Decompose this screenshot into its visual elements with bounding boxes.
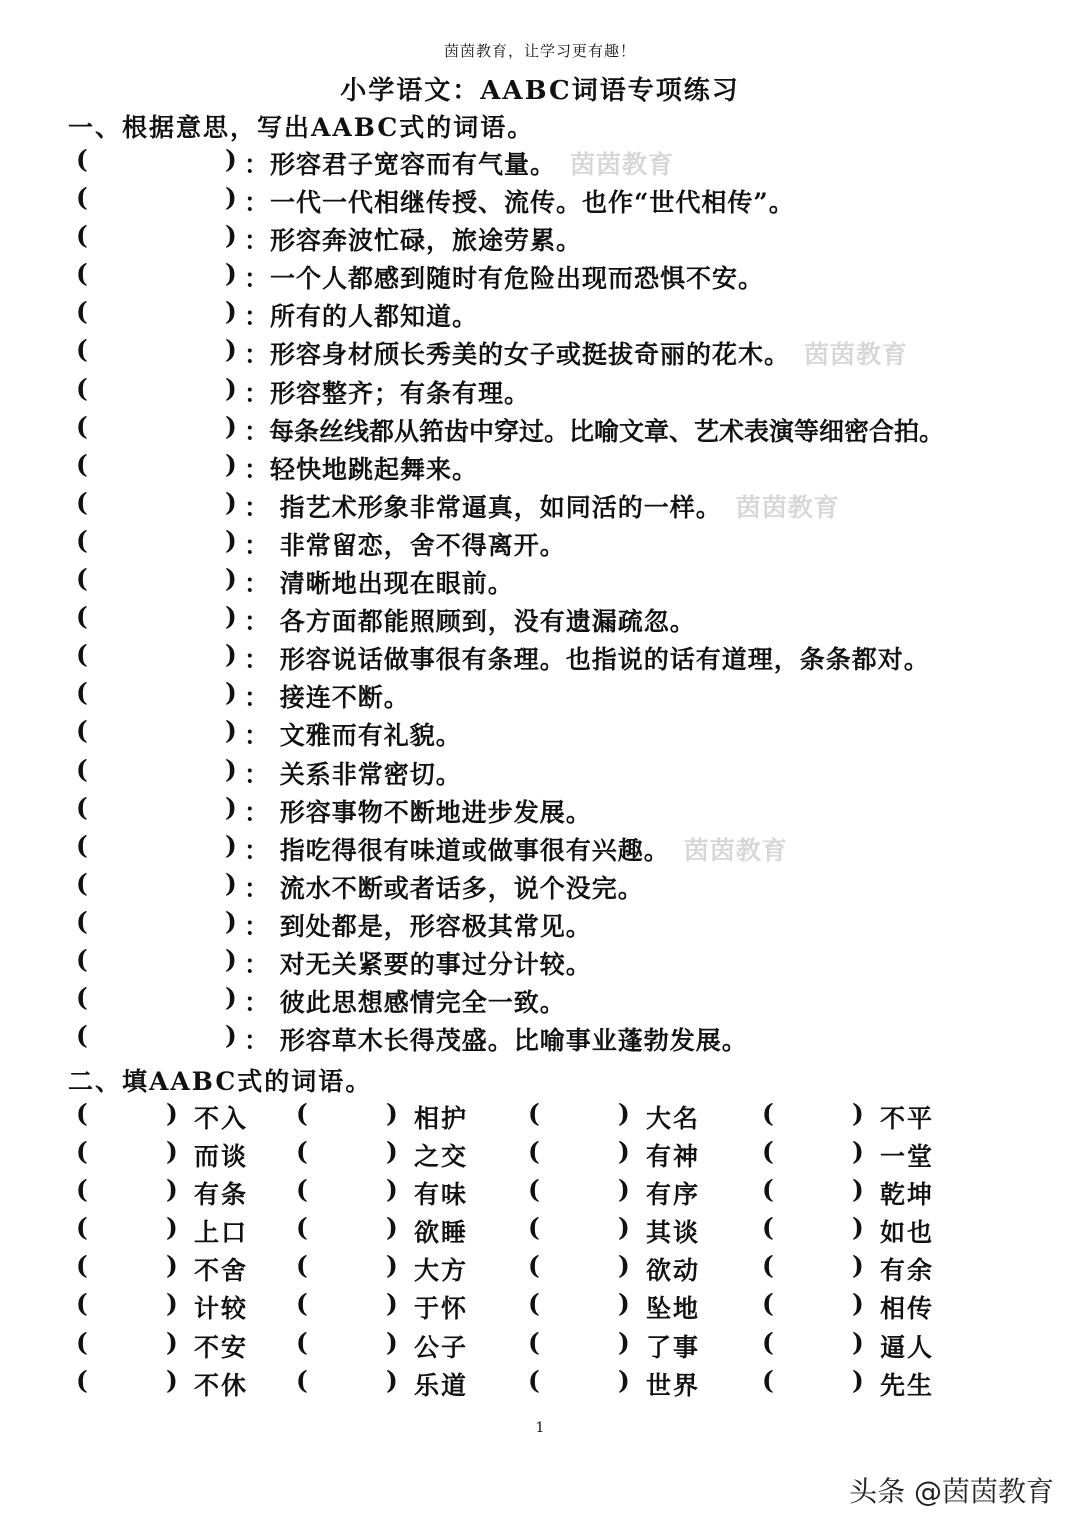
open-paren: ( [296, 1327, 308, 1357]
definition-row [0, 256, 1080, 294]
word-suffix: 有余 [880, 1256, 935, 1286]
fill-in-item[interactable] [762, 1366, 994, 1400]
open-paren: ( [762, 1251, 774, 1281]
open-paren: ( [528, 1327, 540, 1357]
definition-text [244, 983, 566, 1019]
fill-in-item[interactable] [528, 1251, 760, 1285]
definition-text [244, 831, 788, 867]
definition-meaning: ： 对无关紧要的事过分计较。 [244, 949, 592, 979]
open-paren: ( [528, 1099, 540, 1128]
open-paren: ( [76, 1021, 88, 1051]
word-suffix: 有味 [414, 1180, 469, 1210]
open-paren: ( [296, 1289, 308, 1319]
word-suffix: 逼人 [880, 1332, 935, 1362]
open-paren: ( [296, 1251, 308, 1281]
word-suffix: 上口 [194, 1218, 249, 1248]
close-paren: ) [386, 1251, 398, 1281]
fill-in-item[interactable] [762, 1137, 994, 1171]
definition-text [244, 374, 530, 410]
answer-blank[interactable]: ) [225, 640, 237, 670]
definition-text [244, 793, 592, 829]
definition-meaning: ：一代一代相继传授、流传。也作“世代相传”。 [244, 188, 795, 218]
answer-blank[interactable]: ) [225, 373, 237, 403]
answer-blank[interactable]: ) [225, 983, 237, 1013]
close-paren: ) [386, 1175, 398, 1205]
definition-row [0, 904, 1080, 942]
definition-text [244, 716, 462, 752]
definition-text [244, 335, 908, 371]
definition-text [244, 755, 462, 791]
definition-row [0, 637, 1080, 675]
definition-text [244, 145, 674, 181]
definition-meaning: ： 形容事物不断地进步发展。 [244, 797, 592, 827]
close-paren: ) [166, 1327, 178, 1357]
open-paren: ( [76, 792, 88, 822]
answer-blank[interactable]: ) [225, 221, 237, 251]
open-paren: ( [76, 1365, 88, 1395]
word-suffix: 先生 [880, 1370, 935, 1400]
open-paren: ( [76, 678, 88, 708]
open-paren: ( [76, 145, 88, 174]
grid-row [0, 1286, 1080, 1324]
definition-meaning: ： 清晰地出现在眼前。 [244, 569, 514, 599]
definition-meaning: ： 指艺术形象非常逼真，如同活的一样。 [244, 492, 722, 522]
open-paren: ( [296, 1175, 308, 1205]
definition-text [244, 488, 840, 524]
definition-meaning: ： 非常留恋，舍不得离开。 [244, 530, 566, 560]
definition-row [0, 561, 1080, 599]
open-paren: ( [528, 1251, 540, 1281]
open-paren: ( [76, 830, 88, 860]
word-suffix: 乐道 [414, 1370, 469, 1400]
open-paren: ( [76, 1251, 88, 1281]
word-suffix: 乾坤 [880, 1180, 935, 1210]
open-paren: ( [76, 373, 88, 403]
answer-blank[interactable]: ) [225, 1021, 237, 1051]
close-paren: ) [618, 1213, 630, 1243]
open-paren: ( [528, 1175, 540, 1205]
definition-row [0, 1018, 1080, 1056]
fill-in-item[interactable] [762, 1213, 994, 1247]
word-suffix: 有序 [646, 1180, 701, 1210]
fill-in-item[interactable] [296, 1099, 528, 1133]
word-suffix: 其谈 [646, 1218, 701, 1248]
word-suffix: 有条 [194, 1180, 249, 1210]
definition-text [244, 1021, 748, 1057]
fill-in-item[interactable] [528, 1099, 760, 1133]
answer-blank[interactable]: ) [225, 259, 237, 289]
close-paren: ) [618, 1365, 630, 1395]
fill-in-item[interactable] [528, 1137, 760, 1171]
page-title: 小学语文：AABC词语专项练习 [340, 76, 740, 106]
open-paren: ( [76, 487, 88, 517]
open-paren: ( [76, 868, 88, 898]
open-paren: ( [296, 1213, 308, 1243]
fill-in-item[interactable] [528, 1366, 760, 1400]
close-paren: ) [852, 1289, 864, 1319]
brand-watermark: 头条 @茵茵教育 [849, 1475, 1054, 1508]
definition-meaning: ：轻快地跳起舞来。 [244, 454, 479, 484]
header-note: 茵茵教育，让学习更有趣！ [443, 42, 636, 60]
definition-row [0, 218, 1080, 256]
definition-text [244, 945, 592, 981]
watermark-text: 茵茵教育 [683, 835, 788, 865]
open-paren: ( [762, 1365, 774, 1395]
definition-meaning: ： 流水不断或者话多，说个没完。 [244, 873, 644, 903]
grid-row [0, 1096, 1080, 1134]
answer-blank[interactable]: ) [225, 335, 237, 365]
close-paren: ) [166, 1099, 178, 1128]
word-suffix: 不休 [194, 1370, 249, 1400]
fill-in-item[interactable] [762, 1328, 994, 1362]
definition-row [0, 752, 1080, 790]
definition-text [244, 907, 592, 943]
fill-in-item[interactable] [528, 1175, 760, 1209]
definition-meaning: ： 接连不断。 [244, 683, 410, 713]
fill-in-item[interactable] [528, 1289, 760, 1323]
definition-row [0, 180, 1080, 218]
open-paren: ( [76, 716, 88, 746]
definition-meaning: ： 文雅而有礼貌。 [244, 721, 462, 751]
close-paren: ) [166, 1251, 178, 1281]
open-paren: ( [762, 1175, 774, 1205]
definition-row [0, 980, 1080, 1018]
word-suffix: 不入 [194, 1104, 249, 1133]
close-paren: ) [386, 1099, 398, 1128]
fill-in-item[interactable] [76, 1366, 308, 1400]
open-paren: ( [76, 944, 88, 974]
definition-row [0, 523, 1080, 561]
open-paren: ( [76, 297, 88, 327]
open-paren: ( [762, 1289, 774, 1319]
definition-meaning: ： 到处都是，形容极其常见。 [244, 911, 592, 941]
word-suffix: 不安 [194, 1332, 249, 1362]
open-paren: ( [76, 1175, 88, 1205]
grid-row [0, 1172, 1080, 1210]
answer-blank[interactable]: ) [225, 678, 237, 708]
open-paren: ( [76, 411, 88, 441]
definition-meaning: ：形容奔波忙碌，旅途劳累。 [244, 226, 583, 256]
open-paren: ( [76, 183, 88, 213]
fill-in-item[interactable] [762, 1251, 994, 1285]
close-paren: ) [852, 1099, 864, 1128]
open-paren: ( [528, 1213, 540, 1243]
open-paren: ( [528, 1289, 540, 1319]
definition-meaning: ： 形容草木长得茂盛。比喻事业蓬勃发展。 [244, 1026, 748, 1056]
close-paren: ) [618, 1175, 630, 1205]
definition-text [244, 526, 566, 562]
open-paren: ( [76, 1213, 88, 1243]
answer-blank[interactable]: ) [225, 906, 237, 936]
open-paren: ( [762, 1099, 774, 1128]
definition-text [244, 640, 930, 676]
fill-in-item[interactable] [296, 1289, 528, 1323]
answer-blank[interactable]: ) [225, 602, 237, 632]
answer-blank[interactable]: ) [225, 411, 237, 441]
open-paren: ( [76, 906, 88, 936]
close-paren: ) [852, 1251, 864, 1281]
grid-row [0, 1210, 1080, 1248]
close-paren: ) [852, 1175, 864, 1205]
open-paren: ( [762, 1327, 774, 1357]
word-suffix: 不舍 [194, 1256, 249, 1286]
fill-in-item[interactable] [296, 1175, 528, 1209]
open-paren: ( [296, 1099, 308, 1128]
definition-text [244, 564, 514, 600]
definition-row [0, 447, 1080, 485]
fill-in-item[interactable] [296, 1213, 528, 1247]
close-paren: ) [386, 1327, 398, 1357]
open-paren: ( [76, 564, 88, 594]
close-paren: ) [386, 1213, 398, 1243]
answer-blank[interactable]: ) [225, 716, 237, 746]
word-suffix: 大方 [414, 1256, 469, 1286]
word-suffix: 了事 [646, 1332, 701, 1362]
close-paren: ) [852, 1213, 864, 1243]
open-paren: ( [76, 525, 88, 555]
close-paren: ) [618, 1099, 630, 1128]
definition-row [0, 942, 1080, 980]
answer-blank[interactable]: ) [225, 792, 237, 822]
word-suffix: 而谈 [194, 1142, 249, 1172]
answer-blank[interactable]: ) [225, 830, 237, 860]
grid-row [0, 1363, 1080, 1401]
definition-meaning: ：形容身材颀长秀美的女子或挺拔奇丽的花木。 [244, 340, 791, 370]
fill-in-item[interactable] [528, 1213, 760, 1247]
open-paren: ( [76, 1289, 88, 1319]
open-paren: ( [76, 449, 88, 479]
definition-text [244, 678, 410, 714]
answer-blank[interactable]: ) [225, 754, 237, 784]
definition-meaning: ： 各方面都能照顾到，没有遗漏疏忽。 [244, 607, 696, 637]
definition-text [244, 869, 644, 905]
word-suffix: 欲动 [646, 1256, 701, 1286]
definition-meaning: ： 形容说话做事很有条理。也指说的话有道理，条条都对。 [244, 645, 930, 675]
fill-in-grid [0, 1096, 1080, 1401]
definition-text [244, 412, 944, 448]
definition-text [244, 450, 478, 486]
definition-meaning: ：所有的人都知道。 [244, 302, 479, 332]
word-suffix: 相护 [414, 1104, 469, 1133]
open-paren: ( [528, 1137, 540, 1167]
word-suffix: 计较 [194, 1294, 249, 1324]
open-paren: ( [296, 1137, 308, 1167]
definition-row [0, 828, 1080, 866]
fill-in-item[interactable] [76, 1137, 308, 1171]
definition-row [0, 485, 1080, 523]
open-paren: ( [76, 335, 88, 365]
definition-meaning: ： 彼此思想感情完全一致。 [244, 988, 566, 1018]
definition-row [0, 599, 1080, 637]
watermark-text: 茵茵教育 [804, 340, 909, 370]
answer-blank[interactable]: ) [225, 564, 237, 594]
close-paren: ) [618, 1289, 630, 1319]
close-paren: ) [852, 1137, 864, 1167]
open-paren: ( [76, 754, 88, 784]
fill-in-item[interactable] [762, 1289, 994, 1323]
section-1-heading: 一、根据意思，写出AABC式的词语。 [68, 113, 535, 142]
definition-meaning: ：形容整齐；有条有理。 [244, 378, 531, 408]
watermark-text: 茵茵教育 [570, 150, 675, 179]
word-suffix: 大名 [646, 1104, 701, 1133]
watermark-text: 茵茵教育 [735, 492, 840, 522]
grid-row [0, 1325, 1080, 1363]
fill-in-item[interactable] [296, 1328, 528, 1362]
definition-text [244, 259, 764, 295]
definition-meaning: ： 关系非常密切。 [244, 759, 462, 789]
definition-row [0, 332, 1080, 370]
definition-text [244, 297, 478, 333]
fill-in-item[interactable] [76, 1213, 308, 1247]
word-suffix: 世界 [646, 1370, 701, 1400]
open-paren: ( [76, 221, 88, 251]
open-paren: ( [762, 1137, 774, 1167]
fill-in-item[interactable] [296, 1137, 528, 1171]
definition-row [0, 675, 1080, 713]
definition-row [0, 371, 1080, 409]
definition-text [244, 602, 696, 638]
word-suffix: 相传 [880, 1294, 935, 1324]
answer-blank[interactable]: ) [225, 449, 237, 479]
word-suffix: 欲睡 [414, 1218, 469, 1248]
open-paren: ( [76, 602, 88, 632]
fill-in-item[interactable] [76, 1099, 308, 1133]
definition-meaning: ： 指吃得很有味道或做事很有兴趣。 [244, 835, 670, 865]
answer-blank[interactable]: ) [225, 183, 237, 213]
word-suffix: 一堂 [880, 1142, 935, 1172]
answer-blank[interactable]: ) [225, 868, 237, 898]
fill-in-item[interactable] [76, 1175, 308, 1209]
close-paren: ) [618, 1251, 630, 1281]
close-paren: ) [166, 1137, 178, 1167]
definition-row [0, 142, 1080, 180]
definition-list [0, 142, 1080, 1056]
definition-row [0, 294, 1080, 332]
definition-row [0, 409, 1080, 447]
fill-in-item[interactable] [76, 1251, 308, 1285]
close-paren: ) [852, 1327, 864, 1357]
close-paren: ) [386, 1365, 398, 1395]
definition-row [0, 790, 1080, 828]
close-paren: ) [166, 1289, 178, 1319]
word-suffix: 有神 [646, 1142, 701, 1172]
answer-blank[interactable]: ) [225, 525, 237, 555]
open-paren: ( [76, 259, 88, 289]
grid-row [0, 1134, 1080, 1172]
open-paren: ( [76, 983, 88, 1013]
definition-meaning: ：一个人都感到随时有危险出现而恐惧不安。 [244, 264, 765, 294]
definition-row [0, 713, 1080, 751]
definition-row [0, 866, 1080, 904]
close-paren: ) [618, 1137, 630, 1167]
definition-meaning: ：每条丝线都从筘齿中穿过。比喻文章、艺术表演等细密合拍。 [244, 416, 945, 446]
open-paren: ( [76, 1137, 88, 1167]
word-suffix: 不平 [880, 1104, 935, 1133]
grid-row [0, 1248, 1080, 1286]
word-suffix: 坠地 [646, 1294, 701, 1324]
definition-text [244, 221, 582, 257]
answer-blank[interactable]: ) [225, 487, 237, 517]
word-suffix: 公子 [414, 1332, 469, 1362]
answer-blank[interactable]: ) [225, 145, 237, 174]
definition-meaning: ：形容君子宽容而有气量。 [244, 150, 557, 179]
definition-text [244, 183, 795, 219]
word-suffix: 之交 [414, 1142, 469, 1172]
fill-in-item[interactable] [76, 1289, 308, 1323]
section-2-heading: 二、填AABC式的词语。 [68, 1067, 373, 1096]
page-number: 1 [535, 1420, 545, 1436]
open-paren: ( [76, 1327, 88, 1357]
answer-blank[interactable]: ) [225, 297, 237, 327]
fill-in-item[interactable] [76, 1328, 308, 1362]
open-paren: ( [528, 1365, 540, 1395]
fill-in-item[interactable] [296, 1251, 528, 1285]
open-paren: ( [296, 1365, 308, 1395]
open-paren: ( [762, 1213, 774, 1243]
close-paren: ) [166, 1175, 178, 1205]
fill-in-item[interactable] [762, 1099, 994, 1133]
close-paren: ) [166, 1365, 178, 1395]
open-paren: ( [76, 640, 88, 670]
word-suffix: 于怀 [414, 1294, 469, 1324]
fill-in-item[interactable] [528, 1328, 760, 1362]
close-paren: ) [166, 1213, 178, 1243]
fill-in-item[interactable] [762, 1175, 994, 1209]
close-paren: ) [386, 1289, 398, 1319]
fill-in-item[interactable] [296, 1366, 528, 1400]
close-paren: ) [386, 1137, 398, 1167]
open-paren: ( [76, 1099, 88, 1128]
answer-blank[interactable]: ) [225, 944, 237, 974]
close-paren: ) [618, 1327, 630, 1357]
word-suffix: 如也 [880, 1218, 935, 1248]
close-paren: ) [852, 1365, 864, 1395]
